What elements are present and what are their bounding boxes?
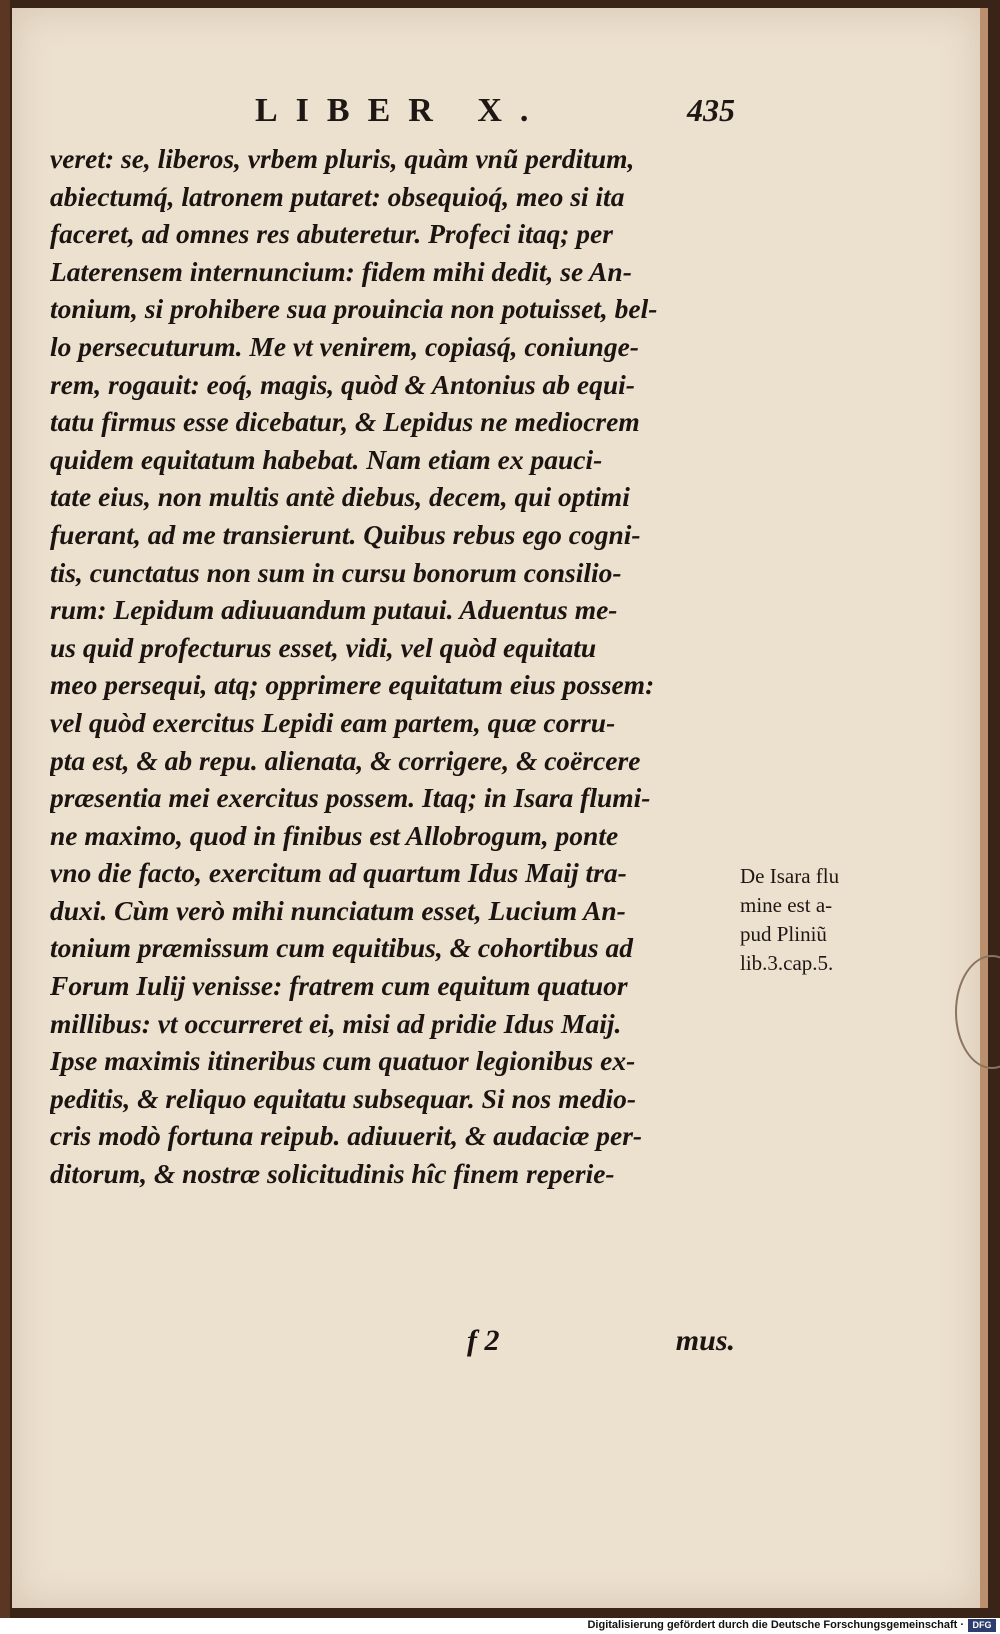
signature-mark: f 2 [467,1324,500,1357]
page-number: 435 [687,92,735,128]
text-line: abiectumq́, latronem putaret: obsequioq́, meo si ita [50,180,625,212]
text-line: duxi. Cùm verò mihi nunciatum esset, Lucium An- [50,894,626,926]
text-line: rem, rogauit: eoq́, magis, quòd & Antonius ab equi- [50,368,635,400]
text-line: Forum Iulij venisse: fratrem cum equitum quatuor [50,970,628,1002]
text-line: Ipse maximis itineribus cum quatuor legionibus ex- [50,1045,636,1077]
catchword: mus. [675,1324,735,1357]
text-line: faceret, ad omnes res abuteretur. Profeci itaq; per [50,218,613,250]
text-line: peditis, & reliquo equitatu subsequar. Si nos medio- [50,1082,636,1114]
text-line: us quid profecturus esset, vidi, vel quòd equitatu [50,631,597,663]
marginal-note-line: lib.3.cap.5. [740,951,834,975]
text-line: tate eius, non multis antè diebus, decem, qui optimi [50,481,630,513]
text-line: tatu firmus esse dicebatur, & Lepidus ne mediocrem [50,406,640,438]
footer-bar [0,1618,1000,1634]
text-line: rum: Lepidum adiuuandum putaui. Aduentus me- [50,594,618,626]
text-line: vno die facto, exercitum ad quartum Idus Maij tra- [50,857,627,889]
text-line: tonium præmissum cum equitibus, & cohortibus ad [50,932,633,964]
text-line: vel quòd exercitus Lepidi eam partem, quæ corru- [50,706,616,738]
funding-credit: Digitalisierung gefördert durch die Deutsche Forschungsgemeinschaft · [587,1619,964,1631]
running-head-title: LIBER X. [255,92,547,129]
text-line: millibus: vt occurreret ei, misi ad pridie Idus Maij. [50,1007,622,1039]
text-line: tis, cunctatus non sum in cursu bonorum consilio- [50,556,622,588]
body-text [50,140,735,1193]
marginal-note-line: mine est a- [740,893,833,917]
text-line: quidem equitatum habebat. Nam etiam ex pauci- [50,443,603,475]
binding-edge [0,0,10,1620]
text-line: ditorum, & nostræ solicitudinis hîc finem reperie- [50,1158,615,1190]
text-line: cris modò fortuna reipub. adiuuerit, & audaciæ per- [50,1120,643,1152]
text-line: lo persecuturum. Me vt venirem, copiasq́, coniunge- [50,330,639,362]
text-line: præsentia mei exercitus possem. Itaq; in Isara flumi- [50,782,651,814]
text-line: veret: se, liberos, vrbem pluris, quàm vnũ perditum, [50,143,635,174]
dfg-logo: DFG [968,1619,996,1632]
marginal-note-line: De Isara flu [740,864,840,888]
text-line: tonium, si prohibere sua prouincia non potuisset, bel- [50,293,658,325]
text-line: meo persequi, atq; opprimere equitatum eius possem: [50,669,655,701]
text-line: ne maximo, quod in finibus est Allobrogum, ponte [50,819,619,851]
marginal-note [740,862,890,978]
marginal-note-line: pud Pliniũ [740,922,827,946]
text-line: Laterensem internuncium: fidem mihi dedit, se An- [50,255,632,287]
text-line: fuerant, ad me transierunt. Quibus rebus ego cogni- [50,518,641,550]
running-head [255,92,735,132]
signature-line [455,1324,735,1364]
text-line: pta est, & ab repu. alienata, & corrigere, & coërcere [50,744,641,776]
